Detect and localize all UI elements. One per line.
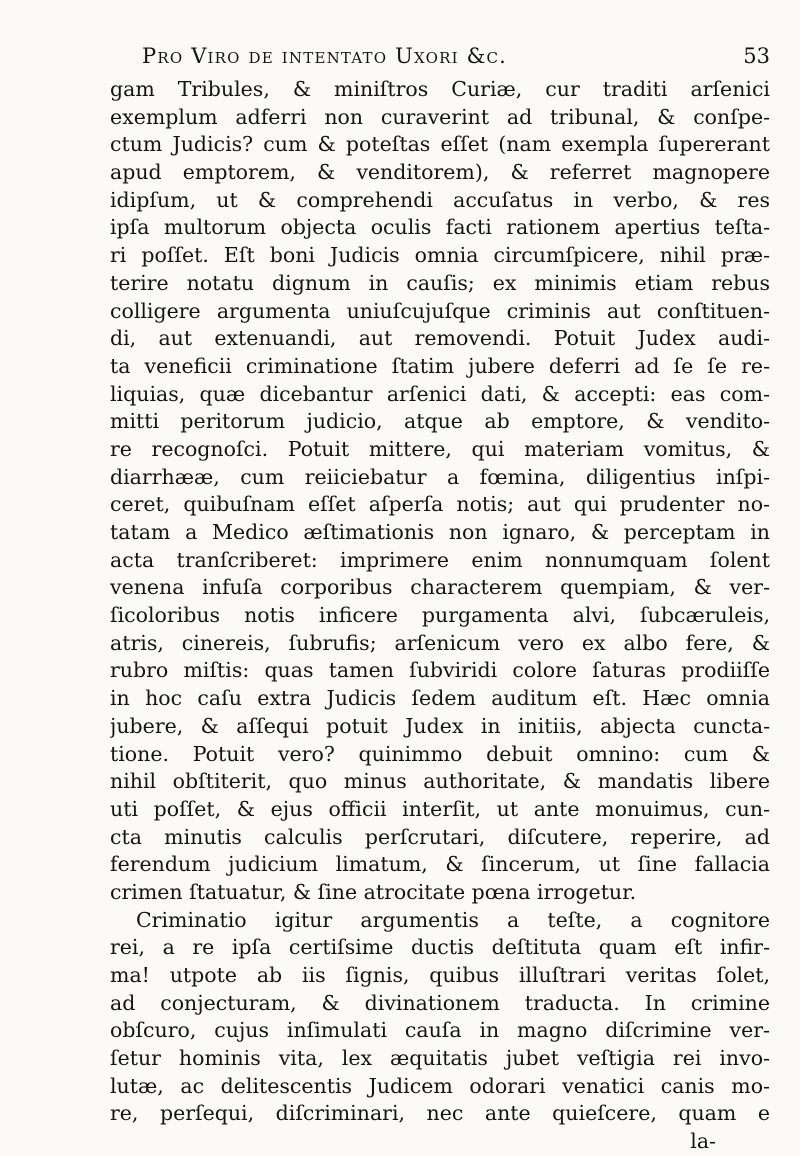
text-line: idipſum, ut & comprehendi accuſatus in verbo, & res bbox=[110, 187, 770, 212]
text-line: ctum Judicis? cum & poteſtas eſſet (nam exempla ſupererant bbox=[110, 132, 770, 157]
text-line: lutæ, ac delitescentis Judicem odorari venatici canis mo- bbox=[110, 1073, 770, 1098]
text-line: jubere, & aſſequi potuit Judex in initiis, abjecta cuncta- bbox=[110, 713, 770, 738]
text-line: obſcuro, cujus inſimulati cauſa in magno diſcrimine ver- bbox=[110, 1018, 770, 1043]
text-line: gam Tribules, & miniſtros Curiæ, cur traditi arſenici bbox=[110, 77, 770, 101]
running-head bbox=[110, 44, 770, 76]
text-line: re, perſequi, diſcriminari, nec ante quieſcere, quam e bbox=[110, 1101, 770, 1126]
text-line: atris, cinereis, ſubrufis; arſenicum vero ex albo fere, & bbox=[110, 630, 770, 655]
text-line: rei, a re ipſa certiſsime ductis deſtituta quam eſt infir- bbox=[110, 935, 770, 960]
text-line: exemplum adferri non curaverint ad tribunal, & conſpe- bbox=[110, 104, 770, 129]
text-line: tione. Potuit vero? quinimmo debuit omnino: cum & bbox=[110, 741, 770, 766]
text-line: rubro miſtis: quas tamen ſubviridi colore ſaturas prodiiſſe bbox=[110, 658, 770, 683]
text-line: ad conjecturam, & divinationem traducta. In crimine bbox=[110, 990, 770, 1015]
text-line: ceret, quibuſnam eſſet aſperſa notis; aut qui prudenter no- bbox=[110, 492, 770, 517]
running-title: Pro Viro de intentato Uxori &c. bbox=[142, 44, 508, 68]
text-line: tatam a Medico æſtimationis non ignaro, & perceptam in bbox=[110, 520, 770, 544]
text-line: di, aut extenuandi, aut removendi. Potuit Judex audi- bbox=[110, 326, 770, 351]
text-line: ipſa multorum objecta oculis facti rationem apertius teſta- bbox=[110, 215, 770, 240]
catchword: la- bbox=[690, 1129, 716, 1154]
text-line: ferendum judicium limatum, & ſincerum, ut ſine fallacia bbox=[110, 852, 770, 877]
text-line: mitti peritorum judicio, atque ab emptore, & vendito- bbox=[110, 409, 770, 434]
text-line: ma! utpote ab iis ſignis, quibus illuſtrari veritas ſolet, bbox=[110, 963, 770, 987]
text-line: in hoc caſu extra Judicis ſedem auditum eſt. Hæc omnia bbox=[110, 686, 770, 711]
text-line: uti poſſet, & ejus officii interſit, ut ante monuimus, cun- bbox=[110, 796, 770, 821]
text-line: colligere argumenta uniuſcujuſque criminis aut conſtituen- bbox=[110, 298, 770, 323]
text-line: ſicoloribus notis inficere purgamenta alvi, ſubcæruleis, bbox=[110, 603, 770, 628]
text-line: venena infuſa corporibus characterem quempiam, & ver- bbox=[110, 575, 770, 600]
text-line: acta tranſcriberet: imprimere enim nonnumquam ſolent bbox=[110, 547, 770, 572]
text-line: nihil obſtiterit, quo minus authoritate, & mandatis libere bbox=[110, 769, 770, 794]
text-line: cta minutis calculis perſcrutari, diſcutere, reperire, ad bbox=[110, 824, 770, 849]
body-text bbox=[110, 76, 770, 1156]
text-line: apud emptorem, & venditorem), & referret magnopere bbox=[110, 160, 770, 185]
text-line: ri poſſet. Eſt boni Judicis omnia circumſpicere, nihil præ- bbox=[110, 243, 770, 268]
text-line: ſetur hominis vita, lex æquitatis jubet veſtigia rei invo- bbox=[110, 1046, 770, 1071]
text-line: Criminatio igitur argumentis a teſte, a cognitore bbox=[136, 907, 770, 932]
page-number: 53 bbox=[743, 44, 770, 68]
text-line: crimen ſtatuatur, & ſine atrocitate pœna irrogetur. bbox=[110, 879, 637, 904]
text-line: diarrhææ, cum reiiciebatur a fœmina, diligentius inſpi- bbox=[110, 464, 770, 489]
text-line: terire notatu dignum in cauſis; ex minimis etiam rebus bbox=[110, 270, 770, 295]
text-line: liquias, quæ dicebantur arſenici dati, & accepti: eas com- bbox=[110, 381, 770, 406]
text-line: re recognoſci. Potuit mittere, qui materiam vomitus, & bbox=[110, 436, 770, 461]
text-line: ta veneficii criminatione ſtatim jubere deferri ad ſe ſe re- bbox=[110, 353, 770, 378]
